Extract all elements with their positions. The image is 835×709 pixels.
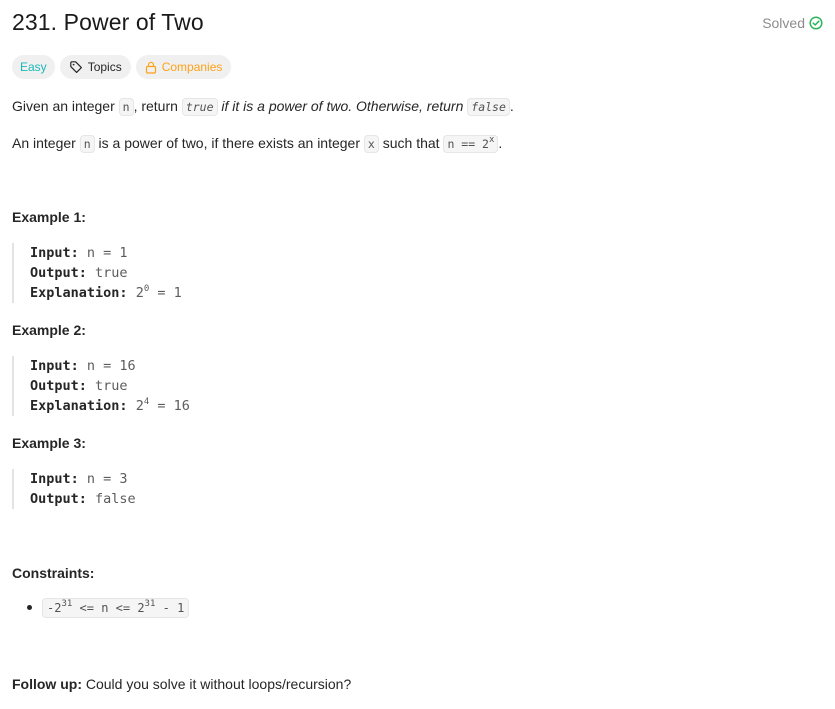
tags-bar: [12, 55, 231, 79]
description-line-2: [12, 133, 502, 154]
example-1-heading: Example 1:: [12, 209, 86, 225]
text: , return: [133, 98, 182, 114]
code-true: true: [182, 98, 218, 116]
text: An integer: [12, 135, 80, 151]
code-x: x: [364, 135, 379, 153]
constraint-part: <= n <= 2: [72, 601, 145, 615]
explanation-rest: = 16: [157, 398, 190, 414]
constraint-code: [42, 598, 189, 618]
code-n: n: [119, 98, 134, 116]
code-n: n: [80, 135, 95, 153]
input-label: Input:: [30, 358, 79, 374]
explanation-base: 2: [135, 398, 144, 414]
output-value: true: [95, 378, 128, 394]
follow-up: [12, 674, 351, 694]
example-2-heading: Example 2:: [12, 322, 86, 338]
constraint-item: [12, 598, 189, 618]
explanation-exponent: 0: [143, 283, 150, 294]
explanation-exponent: 4: [143, 396, 150, 407]
output-value: true: [95, 265, 128, 281]
description-line-1: [12, 96, 514, 117]
text: Given an integer: [12, 98, 119, 114]
tag-icon: [69, 60, 83, 74]
solved-label: Solved: [762, 15, 805, 31]
companies-tag[interactable]: [136, 55, 232, 79]
bullet: [27, 605, 32, 610]
explanation-rest: = 1: [157, 285, 182, 301]
input-value: n = 1: [86, 245, 128, 261]
constraint-exponent: 31: [61, 599, 73, 609]
topics-label: Topics: [87, 60, 122, 74]
companies-label: Companies: [161, 60, 223, 74]
text: is a power of two, if there exists an integer: [94, 135, 364, 151]
solved-status: [762, 15, 823, 31]
input-label: Input:: [30, 471, 79, 487]
input-value: n = 3: [86, 471, 128, 487]
equation-base: n == 2: [447, 137, 489, 151]
explanation-base: 2: [135, 285, 144, 301]
example-3-heading: Example 3:: [12, 435, 86, 451]
constraint-exponent: 31: [144, 599, 156, 609]
text: such that: [378, 135, 444, 151]
output-label: Output:: [30, 491, 87, 507]
output-value: false: [95, 491, 136, 507]
input-label: Input:: [30, 245, 79, 261]
example-1-block: [12, 243, 182, 303]
check-circle-icon: [809, 16, 823, 30]
code-equation: [443, 135, 498, 153]
constraint-part: - 1: [155, 601, 185, 615]
explanation-label: Explanation:: [30, 285, 128, 301]
text: .: [509, 98, 514, 114]
constraints-heading: Constraints:: [12, 565, 95, 581]
follow-up-label: Follow up:: [12, 676, 82, 692]
problem-title: 231. Power of Two: [12, 9, 204, 35]
output-label: Output:: [30, 378, 87, 394]
difficulty-tag[interactable]: [12, 55, 55, 79]
explanation-label: Explanation:: [30, 398, 128, 414]
example-2-block: [12, 356, 190, 416]
text: if it is a power of two. Otherwise, return: [217, 98, 468, 114]
constraint-part: -2: [47, 601, 62, 615]
code-false: false: [467, 98, 510, 116]
example-3-block: [12, 469, 136, 509]
text: .: [498, 135, 503, 151]
follow-up-text: Could you solve it without loops/recursion?: [81, 676, 352, 692]
difficulty-label: Easy: [20, 60, 47, 74]
equation-exponent: x: [488, 135, 495, 146]
input-value: n = 16: [86, 358, 136, 374]
lock-icon: [145, 61, 157, 74]
output-label: Output:: [30, 265, 87, 281]
topics-tag[interactable]: [60, 55, 131, 79]
